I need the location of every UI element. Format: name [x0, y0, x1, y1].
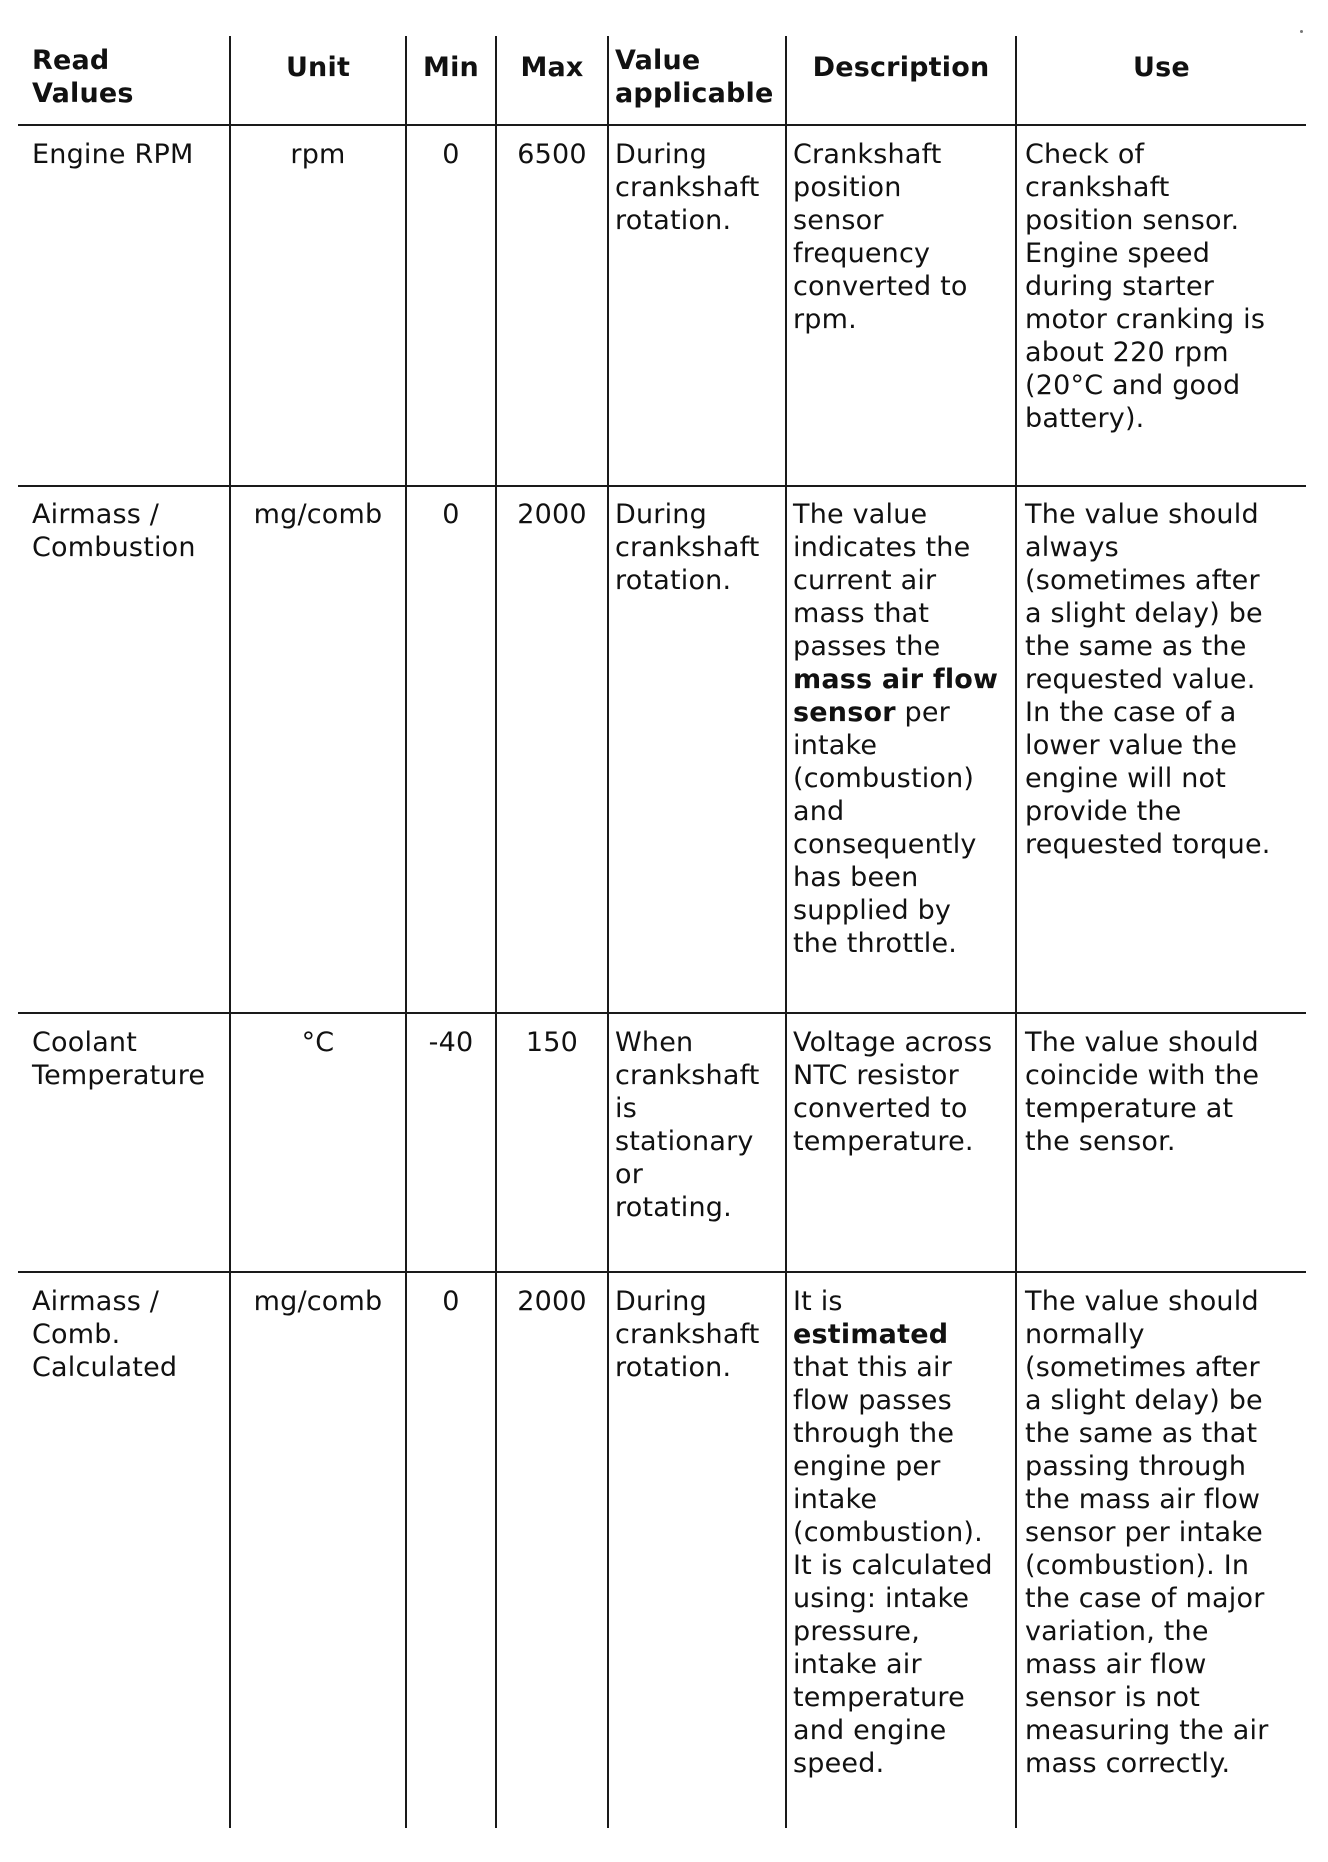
description-text: The value indicates the current air mass that passes the: [793, 499, 971, 662]
header-unit: Unit: [285, 52, 351, 83]
row-read-value: Coolant Temperature: [32, 1027, 206, 1091]
row-value-applicable: During crankshaft rotation.: [615, 1286, 760, 1383]
header-min: Min: [423, 52, 479, 83]
description-text: It is: [793, 1286, 843, 1317]
row-max: 6500: [517, 139, 587, 170]
row-max: 150: [525, 1027, 579, 1058]
row-divider: [18, 485, 1306, 487]
description-text: that this air flow passes through the engine per intake (combustion). It is calculated using: intake pressure, intake air temperature and engine speed.: [793, 1352, 993, 1779]
header-description: Description: [812, 52, 990, 83]
header-value-applicable: Value applicable: [615, 45, 774, 109]
row-description: [793, 1285, 1013, 1780]
column-divider: [229, 36, 231, 1828]
row-min: 0: [442, 1286, 460, 1317]
scan-speck: [1300, 30, 1303, 33]
column-divider: [1015, 36, 1017, 1828]
row-max: 2000: [517, 1286, 587, 1317]
row-read-value: Airmass / Comb. Calculated: [32, 1286, 178, 1383]
row-description: [793, 498, 1013, 960]
description-bold-term: estimated: [793, 1319, 949, 1350]
column-divider: [607, 36, 609, 1828]
row-unit: °C: [301, 1027, 335, 1058]
row-value-applicable: When crankshaft is stationary or rotating.: [615, 1027, 760, 1223]
row-unit: mg/comb: [253, 499, 383, 530]
row-divider: [18, 1012, 1306, 1014]
column-divider: [405, 36, 407, 1828]
header-use: Use: [1133, 52, 1190, 83]
row-read-value: Airmass / Combustion: [32, 499, 196, 563]
header-divider: [18, 124, 1306, 126]
description-bold-term: mass air flow sensor: [793, 664, 999, 728]
row-description: Crankshaft position sensor frequency converted to rpm.: [793, 139, 968, 335]
row-use: The value should always (sometimes after a slight delay) be the same as the requested value. In the case of a lower value the engine will not provide the requested torque.: [1025, 499, 1271, 860]
column-divider: [495, 36, 497, 1828]
column-divider: [785, 36, 787, 1828]
row-unit: mg/comb: [253, 1286, 383, 1317]
row-divider: [18, 1271, 1306, 1273]
row-use: The value should normally (sometimes after a slight delay) be the same as that passing through the mass air flow sensor per intake (combustion). In the case of major variation, the mass air flow sensor is not measuring the air mass correctly.: [1025, 1286, 1269, 1779]
row-use: The value should coincide with the temperature at the sensor.: [1025, 1027, 1260, 1157]
row-use: Check of crankshaft position sensor. Engine speed during starter motor cranking is about 220 rpm (20°C and good battery).: [1025, 139, 1266, 434]
row-min: 0: [442, 139, 460, 170]
header-read-values: Read Values: [32, 45, 134, 109]
row-value-applicable: During crankshaft rotation.: [615, 499, 760, 596]
header-max: Max: [520, 52, 584, 83]
description-text: per intake (combustion) and consequently has been supplied by the throttle.: [793, 697, 977, 959]
row-min: 0: [442, 499, 460, 530]
row-unit: rpm: [290, 139, 346, 170]
row-min: -40: [428, 1027, 474, 1058]
row-read-value: Engine RPM: [32, 139, 194, 170]
row-description: Voltage across NTC resistor converted to temperature.: [793, 1027, 993, 1157]
row-max: 2000: [517, 499, 587, 530]
row-value-applicable: During crankshaft rotation.: [615, 139, 760, 236]
